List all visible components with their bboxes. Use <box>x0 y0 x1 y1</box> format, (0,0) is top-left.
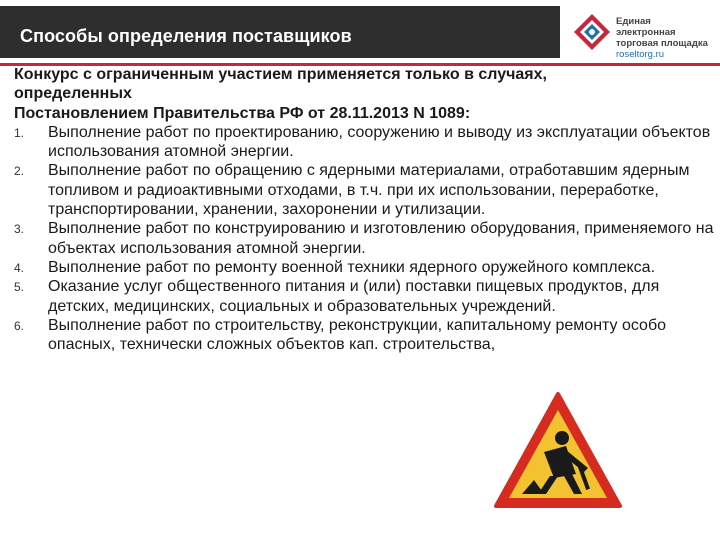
list-item <box>14 123 719 162</box>
list-item-text: Выполнение работ по ремонту военной техники ядерного оружейного комплекса. <box>48 258 656 276</box>
list-item <box>14 219 719 258</box>
list-item-text: Выполнение работ по строительству, реконструкции, капитальному ремонту особо опасных, технически сложных объектов кап. строительства, <box>48 316 667 354</box>
list-item-text: Выполнение работ по конструированию и изготовлению оборудования, применяемого на объектах использования атомной энергии. <box>48 220 714 257</box>
list-item-number: 4. <box>14 260 25 275</box>
road-works-sign-icon <box>492 390 624 512</box>
logo-site: roseltorg.ru <box>616 49 665 60</box>
list-item-number: 2. <box>14 164 25 179</box>
list-item-number: 3. <box>14 222 25 237</box>
intro-line-1: Конкурс с ограниченным участием применяется только в случаях, <box>14 66 547 83</box>
list-item <box>14 277 719 316</box>
intro-text <box>14 65 719 123</box>
list-item-number: 5. <box>14 280 25 295</box>
list-item-text: Оказание услуг общественного питания и (или) поставки пищевых продуктов, для детских, медицинских, социальных и образовательных учреждений. <box>48 278 660 315</box>
logo-line-1: Единая электронная <box>616 16 676 38</box>
list-item-number: 6. <box>14 318 25 333</box>
logo-text <box>616 16 712 60</box>
intro-line-2: определенных <box>14 85 132 103</box>
roseltorg-logo <box>572 10 712 60</box>
list-item-number: 1. <box>14 125 25 140</box>
list-item-text: Выполнение работ по проектированию, сооружению и выводу из эксплуатации объектов использования атомной энергии. <box>48 123 711 161</box>
page-title: Способы определения поставщиков <box>20 26 352 46</box>
conditions-list <box>14 123 719 355</box>
roseltorg-logo-icon <box>572 12 612 52</box>
list-item <box>14 316 719 355</box>
list-item-text: Выполнение работ по обращению с ядерными материалами, отработавшим ядерным топливом и радиоактивными отходами, в т.ч. при их использовании, переработке, транспортировании, хранении, захоронении и утилизации. <box>48 162 690 219</box>
slide-header <box>0 0 720 66</box>
list-item <box>14 258 719 277</box>
slide-content <box>14 66 719 354</box>
intro-line-3: Постановлением Правительства РФ от 28.11.2013 N 1089: <box>14 104 471 122</box>
title-bar <box>0 6 560 58</box>
logo-line-2: торговая площадка <box>616 38 708 49</box>
list-item <box>14 161 719 219</box>
